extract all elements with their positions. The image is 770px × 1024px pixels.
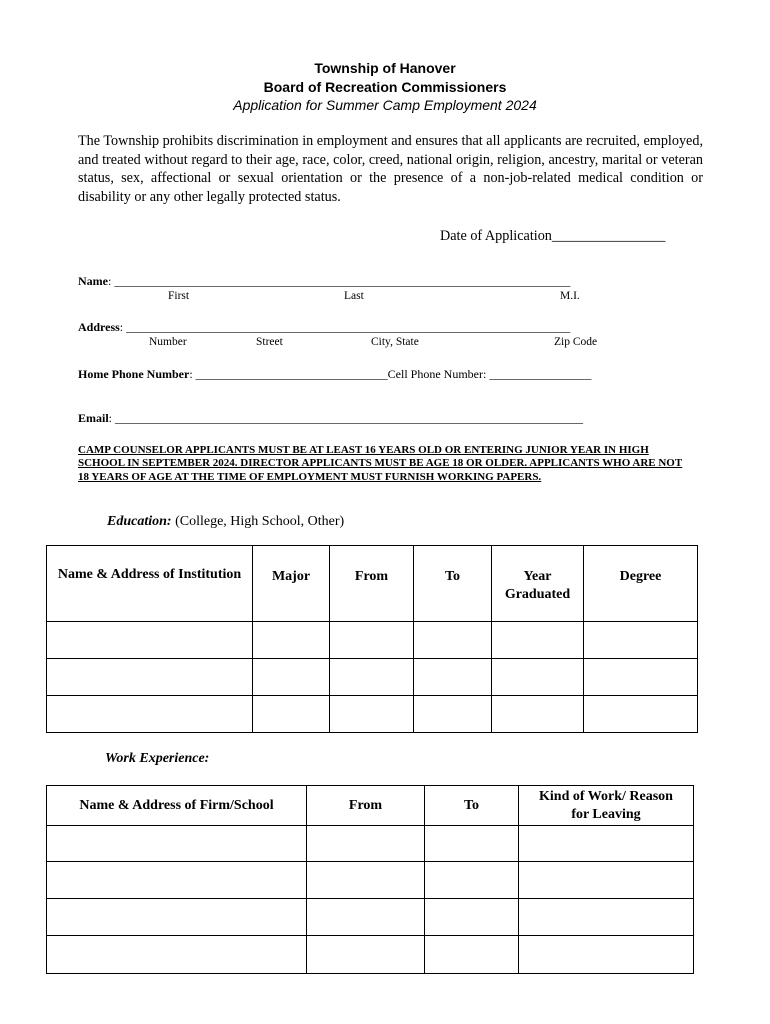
work-col-to: To bbox=[425, 786, 519, 826]
address-label: Address bbox=[78, 320, 120, 334]
education-label: Education: bbox=[107, 514, 172, 529]
name-line: : ____________________________________________________________________________ bbox=[108, 274, 571, 288]
education-cell[interactable] bbox=[330, 659, 414, 696]
work-cell[interactable] bbox=[425, 936, 519, 974]
work-cell[interactable] bbox=[47, 936, 307, 974]
education-col-to: To bbox=[414, 546, 492, 622]
name-mi-caption: M.I. bbox=[560, 290, 580, 302]
non-discrimination-policy: The Township prohibits discrimination in employment and ensures that all applicants are recruited, employed, and treated without regard to their age, race, color, creed, national origin, religion, ancestry, marital or veteran status, sex, affectional or sexual orientation or the presence of a non-job-related medical condition or disability or any other legally protected status. bbox=[78, 133, 703, 205]
work-cell[interactable] bbox=[307, 862, 425, 899]
home-phone-field[interactable] bbox=[78, 367, 388, 381]
education-col-degree: Degree bbox=[584, 546, 698, 622]
education-cell[interactable] bbox=[47, 696, 253, 733]
work-cell[interactable] bbox=[47, 899, 307, 936]
education-note: (College, High School, Other) bbox=[171, 514, 345, 529]
education-cell[interactable] bbox=[584, 622, 698, 659]
work-cell[interactable] bbox=[47, 826, 307, 862]
work-cell[interactable] bbox=[307, 826, 425, 862]
address-number-caption: Number bbox=[149, 336, 187, 348]
work-col-from: From bbox=[307, 786, 425, 826]
education-header-row bbox=[47, 546, 698, 622]
education-cell[interactable] bbox=[492, 659, 584, 696]
work-col-kind-reason: Kind of Work/ Reason for Leaving bbox=[519, 786, 694, 826]
table-row bbox=[47, 826, 694, 862]
work-cell[interactable] bbox=[519, 899, 694, 936]
education-table bbox=[46, 545, 698, 733]
township-title: Township of Hanover bbox=[314, 60, 456, 76]
education-cell[interactable] bbox=[492, 622, 584, 659]
education-heading bbox=[107, 514, 344, 530]
education-cell[interactable] bbox=[584, 696, 698, 733]
work-cell[interactable] bbox=[307, 936, 425, 974]
education-cell[interactable] bbox=[47, 622, 253, 659]
work-cell[interactable] bbox=[47, 862, 307, 899]
email-label: Email bbox=[78, 411, 109, 425]
age-requirement-notice: CAMP COUNSELOR APPLICANTS MUST BE AT LEAST 16 YEARS OLD OR ENTERING JUNIOR YEAR IN HIGH SCHOOL IN SEPTEMBER 2024. DIRECTOR APPLICANTS MUST BE AGE 18 OR OLDER. APPLICANTS WHO ARE NOT 18 YEARS OF AGE AT THE TIME OF EMPLOYMENT MUST FURNISH WORKING PAPERS. bbox=[78, 444, 683, 483]
education-col-year-graduated: Year Graduated bbox=[492, 546, 584, 622]
address-zip-caption: Zip Code bbox=[554, 336, 598, 348]
table-row bbox=[47, 899, 694, 936]
education-cell[interactable] bbox=[414, 659, 492, 696]
home-phone-line: : ________________________________ bbox=[189, 367, 388, 381]
name-last-caption: Last bbox=[344, 290, 364, 302]
address-field[interactable] bbox=[78, 320, 570, 335]
education-col-major: Major bbox=[253, 546, 330, 622]
education-cell[interactable] bbox=[330, 696, 414, 733]
name-label: Name bbox=[78, 274, 108, 288]
work-cell[interactable] bbox=[519, 936, 694, 974]
table-row bbox=[47, 862, 694, 899]
work-cell[interactable] bbox=[425, 862, 519, 899]
education-cell[interactable] bbox=[253, 659, 330, 696]
work-cell[interactable] bbox=[425, 826, 519, 862]
table-row bbox=[47, 659, 698, 696]
board-title: Board of Recreation Commissioners bbox=[263, 79, 507, 95]
work-header-row bbox=[47, 786, 694, 826]
work-cell[interactable] bbox=[519, 826, 694, 862]
cell-phone-field[interactable]: Cell Phone Number: _________________ bbox=[387, 367, 592, 381]
education-col-institution: Name & Address of Institution bbox=[47, 546, 253, 622]
table-row bbox=[47, 696, 698, 733]
education-cell[interactable] bbox=[414, 622, 492, 659]
work-cell[interactable] bbox=[425, 899, 519, 936]
education-cell[interactable] bbox=[253, 696, 330, 733]
education-cell[interactable] bbox=[492, 696, 584, 733]
work-experience-table bbox=[46, 785, 694, 974]
education-cell[interactable] bbox=[253, 622, 330, 659]
phone-row bbox=[78, 367, 591, 382]
address-street-caption: Street bbox=[256, 336, 283, 348]
work-cell[interactable] bbox=[307, 899, 425, 936]
address-city-caption: City, State bbox=[371, 336, 419, 348]
email-line: : ______________________________________________________________________________ bbox=[108, 411, 584, 425]
education-col-from: From bbox=[330, 546, 414, 622]
education-cell[interactable] bbox=[584, 659, 698, 696]
work-col-firm: Name & Address of Firm/School bbox=[47, 786, 307, 826]
education-cell[interactable] bbox=[330, 622, 414, 659]
home-phone-label: Home Phone Number bbox=[78, 367, 190, 381]
date-of-application-field[interactable]: Date of Application________________ bbox=[440, 228, 666, 244]
education-cell[interactable] bbox=[47, 659, 253, 696]
work-experience-heading: Work Experience: bbox=[105, 751, 210, 766]
name-field[interactable] bbox=[78, 274, 570, 289]
address-line: : __________________________________________________________________________ bbox=[119, 320, 571, 334]
email-field[interactable] bbox=[78, 411, 583, 426]
work-cell[interactable] bbox=[519, 862, 694, 899]
application-subtitle: Application for Summer Camp Employment 2024 bbox=[233, 97, 537, 113]
name-first-caption: First bbox=[168, 290, 190, 302]
education-cell[interactable] bbox=[414, 696, 492, 733]
table-row bbox=[47, 936, 694, 974]
table-row bbox=[47, 622, 698, 659]
